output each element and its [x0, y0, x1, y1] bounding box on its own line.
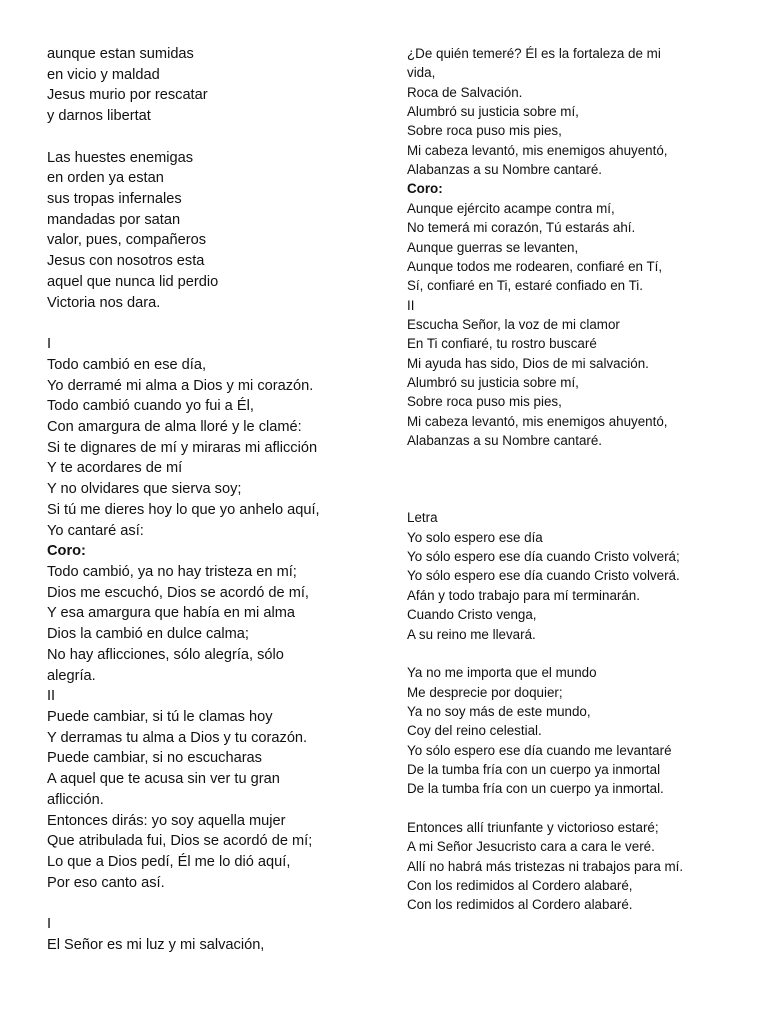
lyric-line: en orden ya estan	[47, 170, 164, 187]
lyric-line: Si te dignares de mí y miraras mi aflicción	[47, 439, 318, 456]
lyric-line: No hay aflicciones, sólo alegría, sólo	[47, 646, 284, 663]
lyric-line: Sobre roca puso mis pies,	[407, 394, 562, 410]
lyric-line: Yo solo espero ese día	[407, 529, 543, 545]
lyric-line: Y te acordares de mí	[47, 460, 183, 477]
lyric-line: Y esa amargura que había en mi alma	[47, 605, 295, 622]
lyric-line: De la tumba fría con un cuerpo ya inmortal.	[407, 781, 664, 797]
lyric-line: Mi cabeza levantó, mis enemigos ahuyentó,	[407, 413, 668, 429]
lyric-line: Me desprecie por doquier;	[407, 684, 563, 700]
lyric-line: Jesus murio por rescatar	[47, 87, 208, 104]
lyric-line: A su reino me llevará.	[407, 626, 536, 642]
lyric-line: alegría.	[47, 667, 96, 684]
lyric-line: Y no olvidares que sierva soy;	[47, 481, 242, 498]
lyric-line: Yo sólo espero ese día cuando Cristo volverá.	[407, 568, 680, 584]
lyric-line: Allí no habrá más tristezas ni trabajos para mí.	[407, 858, 684, 874]
lyric-line: Puede cambiar, si no escucharas	[47, 750, 262, 767]
lyric-line: Dios me escuchó, Dios se acordó de mí,	[47, 584, 309, 601]
lyric-line: Roca de Salvación.	[407, 84, 523, 100]
lyric-line: Escucha Señor, la voz de mi clamor	[407, 316, 620, 332]
lyric-line: Sobre roca puso mis pies,	[407, 123, 562, 139]
lyric-line: En Ti confiaré, tu rostro buscaré	[407, 336, 597, 352]
lyric-line: en vicio y maldad	[47, 66, 160, 83]
lyric-line: Que atribulada fui, Dios se acordó de mí;	[47, 833, 313, 850]
lyric-line: A mi Señor Jesucristo cara a cara le veré.	[407, 839, 655, 855]
lyric-line: Si tú me dieres hoy lo que yo anhelo aquí,	[47, 501, 320, 518]
lyric-line: Yo sólo espero ese día cuando me levantaré	[407, 742, 672, 758]
lyric-line: Afán y todo trabajo para mí terminarán.	[407, 587, 640, 603]
lyric-line: Aunque todos me rodearen, confiaré en Tí,	[407, 258, 663, 274]
lyric-line: Con los redimidos al Cordero alabaré.	[407, 897, 633, 913]
lyric-line: El Señor es mi luz y mi salvación,	[47, 936, 265, 953]
lyric-line: Alabanzas a su Nombre cantaré.	[407, 433, 603, 448]
lyric-line: Alabanzas a su Nombre cantaré.	[407, 162, 603, 178]
lyric-line: I	[47, 916, 52, 933]
lyric-line: Todo cambió en ese día,	[47, 356, 207, 373]
lyric-line: No temerá mi corazón, Tú estarás ahí.	[407, 220, 636, 236]
lyric-line: Coy del reino celestial.	[407, 723, 542, 739]
lyric-line: Alumbró su justicia sobre mí,	[407, 374, 579, 390]
lyric-line: Las huestes enemigas	[47, 149, 194, 166]
lyric-line: Mi ayuda has sido, Dios de mi salvación.	[407, 355, 649, 371]
lyric-line: Dios la cambió en dulce calma;	[47, 626, 249, 643]
lyric-line: Mi cabeza levantó, mis enemigos ahuyentó,	[407, 142, 668, 158]
lyric-line: Letra	[407, 510, 438, 526]
lyric-line: Lo que a Dios pedí, Él me lo dió aquí,	[47, 854, 291, 871]
lyric-line: y darnos libertat	[47, 108, 151, 125]
lyric-line: Yo sólo espero ese día cuando Cristo volverá;	[407, 549, 680, 565]
lyric-line: I	[47, 336, 52, 353]
lyric-line: Y derramas tu alma a Dios y tu corazón.	[47, 729, 308, 746]
lyric-line: Puede cambiar, si tú le clamas hoy	[47, 709, 273, 726]
lyric-line: Yo derramé mi alma a Dios y mi corazón.	[47, 377, 314, 394]
lyric-line: A aquel que te acusa sin ver tu gran	[47, 771, 280, 788]
lyric-line: mandadas por satan	[47, 211, 181, 228]
lyric-line: De la tumba fría con un cuerpo ya inmortal	[407, 761, 661, 777]
lyric-line: Yo cantaré así:	[47, 522, 144, 539]
lyric-line: sus tropas infernales	[47, 191, 182, 208]
lyric-line: aquel que nunca lid perdio	[47, 273, 219, 290]
lyric-line: Aunque ejército acampe contra mí,	[407, 200, 615, 216]
lyric-line: Ya no me importa que el mundo	[407, 665, 597, 681]
lyric-line: valor, pues, compañeros	[47, 232, 206, 249]
lyric-line: II	[47, 688, 56, 705]
chorus-heading: Coro:	[47, 543, 86, 560]
lyric-line: Todo cambió cuando yo fui a Él,	[47, 398, 254, 415]
lyric-line: Sí, confiaré en Ti, estaré confiado en Ti.	[407, 278, 643, 294]
lyric-line: Con los redimidos al Cordero alabaré,	[407, 878, 633, 894]
chorus-heading: Coro:	[407, 181, 443, 197]
lyric-line: Cuando Cristo venga,	[407, 607, 537, 623]
lyric-line: Con amargura de alma lloré y le clamé:	[47, 418, 302, 435]
lyric-line: ¿De quién temeré? Él es la fortaleza de mi	[407, 46, 661, 61]
lyric-line: Entonces dirás: yo soy aquella mujer	[47, 812, 286, 829]
lyric-line: Jesus con nosotros esta	[47, 253, 205, 270]
lyric-line: Por eso canto así.	[47, 874, 165, 891]
lyric-line: Entonces allí triunfante y victorioso estaré;	[407, 820, 659, 835]
lyric-line: Todo cambió, ya no hay tristeza en mí;	[47, 564, 297, 580]
lyric-line: aflicción.	[47, 791, 104, 808]
lyric-line: Victoria nos dara.	[47, 294, 161, 311]
lyric-line: Ya no soy más de este mundo,	[407, 703, 591, 719]
lyric-line: Alumbró su justicia sobre mí,	[407, 104, 579, 120]
lyric-line: aunque estan sumidas	[47, 46, 194, 62]
lyric-line: II	[407, 297, 415, 313]
lyric-line: vida,	[407, 65, 436, 81]
lyric-line: Aunque guerras se levanten,	[407, 239, 579, 255]
